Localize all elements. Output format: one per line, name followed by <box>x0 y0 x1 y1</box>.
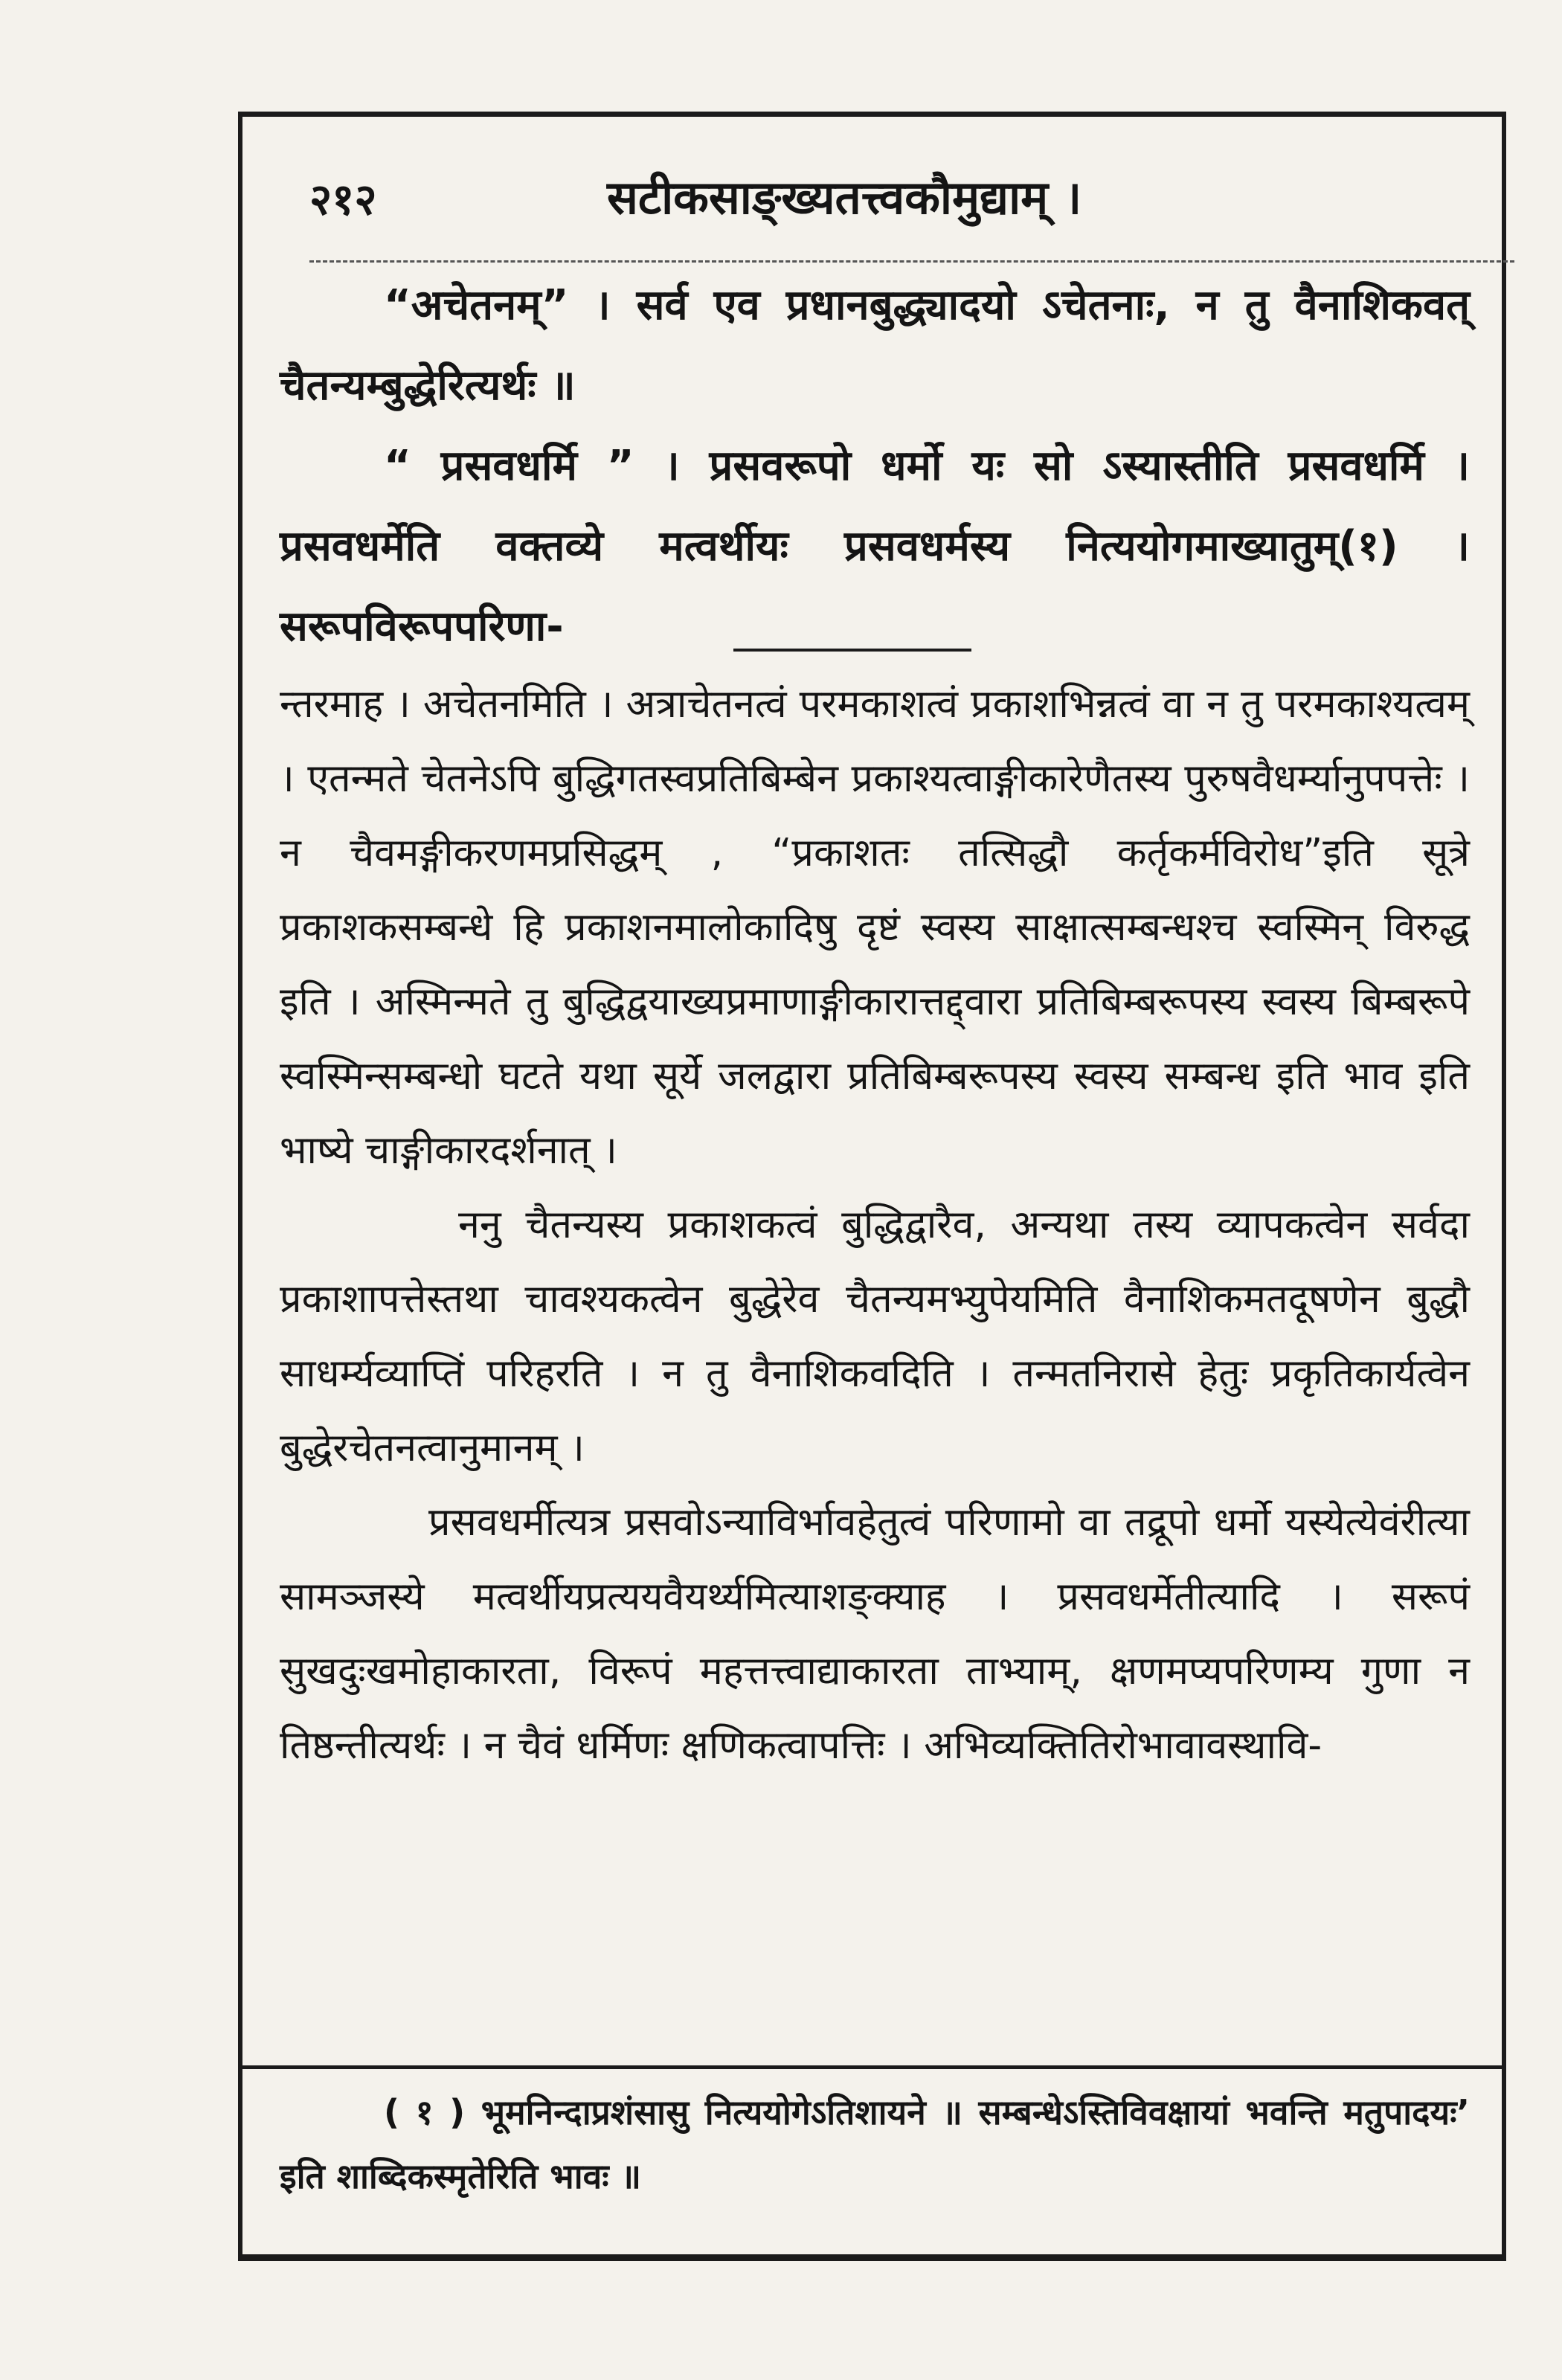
mula-paragraph-prasavadharmi: “ प्रसवधर्मि ” । प्रसवरूपो धर्मो यः सो ऽस्यास्तीति प्रसवधर्मि । प्रसवधर्मेति वक्तव्ये मत्वर्थीयः प्रसवधर्मस्य नित्ययोगमाख्यातुम्(१) । सरूपविरूपपरिणा- <box>280 442 1470 651</box>
footnote <box>280 2080 1470 2208</box>
mula-paragraph-acetanam: “अचेतनम्” । सर्व एव प्रधानबुद्ध्यादयो ऽचेतनाः, न तु वैनाशिकवत् चैतन्यम्बुद्धेरित्यर्थः ॥ <box>280 281 1470 410</box>
running-head <box>309 158 1440 247</box>
commentary-paragraph-3: प्रसवधर्मीत्यत्र प्रसवोऽन्याविर्भावहेतुत्वं परिणामो वा तद्रूपो धर्मो यस्येत्येवंरीत्या सामञ्जस्ये मत्वर्थीयप्रत्ययवैयर्थ्यमित्याशङ्क्याह । प्रसवधर्मेतीत्यादि । सरूपं सुखदुःखमोहाकारता, विरूपं महत्तत्त्वाद्याकारता ताभ्याम्, क्षणमप्यपरिणम्य गुणा न तिष्ठन्तीत्यर्थः । न चैवं धर्मिणः क्षणिकत्वापत्तिः । अभिव्यक्तितिरोभावावस्थावि- <box>280 1500 1470 1768</box>
page-title: सटीकसाङ्ख्यतत्त्वकौमुद्याम् । <box>607 170 1082 225</box>
footnote-divider <box>242 2065 1502 2069</box>
footnote-text: ( १ ) भूमनिन्दाप्रशंसासु नित्ययोगेऽतिशायने ॥ सम्बन्धेऽस्तिविवक्षायां भवन्ति मतुपादयः’ इति शाब्दिकस्मृतेरिति भावः ॥ <box>280 2092 1470 2196</box>
page-number: २१२ <box>309 174 377 225</box>
header-divider <box>309 260 1514 263</box>
mula-text <box>280 266 1470 667</box>
section-divider <box>733 649 971 652</box>
commentary-paragraph-2: ननु चैतन्यस्य प्रकाशकत्वं बुद्धिद्वारैव, अन्यथा तस्य व्यापकत्वेन सर्वदा प्रकाशापत्तेस्तथा चावश्यकत्वेन बुद्धेरेव चैतन्यमभ्युपेयमिति वैनाशिकमतदूषणेन बुद्धौ साधर्म्यव्याप्तिं परिहरति । न तु वैनाशिकवदिति । तन्मतनिरासे हेतुः प्रकृतिकार्यत्वेन बुद्धेरचेतनत्वानुमानम् । <box>280 1203 1470 1470</box>
commentary-text <box>280 667 1470 1783</box>
page-frame <box>238 112 1506 2261</box>
commentary-paragraph-1: न्तरमाह । अचेतनमिति । अत्राचेतनत्वं परमकाशत्वं प्रकाशभिन्नत्वं वा न तु परमकाश्यत्वम् । एतन्मते चेतनेऽपि बुद्धिगतस्वप्रतिबिम्बेन प्रकाश्यत्वाङ्गीकारेणैतस्य पुरुषवैधर्म्यानुपपत्तेः । न चैवमङ्गीकरणमप्रसिद्धम् , “प्रकाशतः तत्सिद्धौ कर्तृकर्मविरोध”इति सूत्रे प्रकाशकसम्बन्धे हि प्रकाशनमालोकादिषु दृष्टं स्वस्य साक्षात्सम्बन्धश्च स्वस्मिन् विरुद्ध इति । अस्मिन्मते तु बुद्धिद्वयाख्यप्रमाणाङ्गीकारात्तद्द्वारा प्रतिबिम्बरूपस्य स्वस्य बिम्बरूपे स्वस्मिन्सम्बन्धो घटते यथा सूर्ये जलद्वारा प्रतिबिम्बरूपस्य स्वस्य सम्बन्ध इति भाव इति भाष्ये चाङ्गीकारदर्शनात् । <box>280 682 1470 1173</box>
